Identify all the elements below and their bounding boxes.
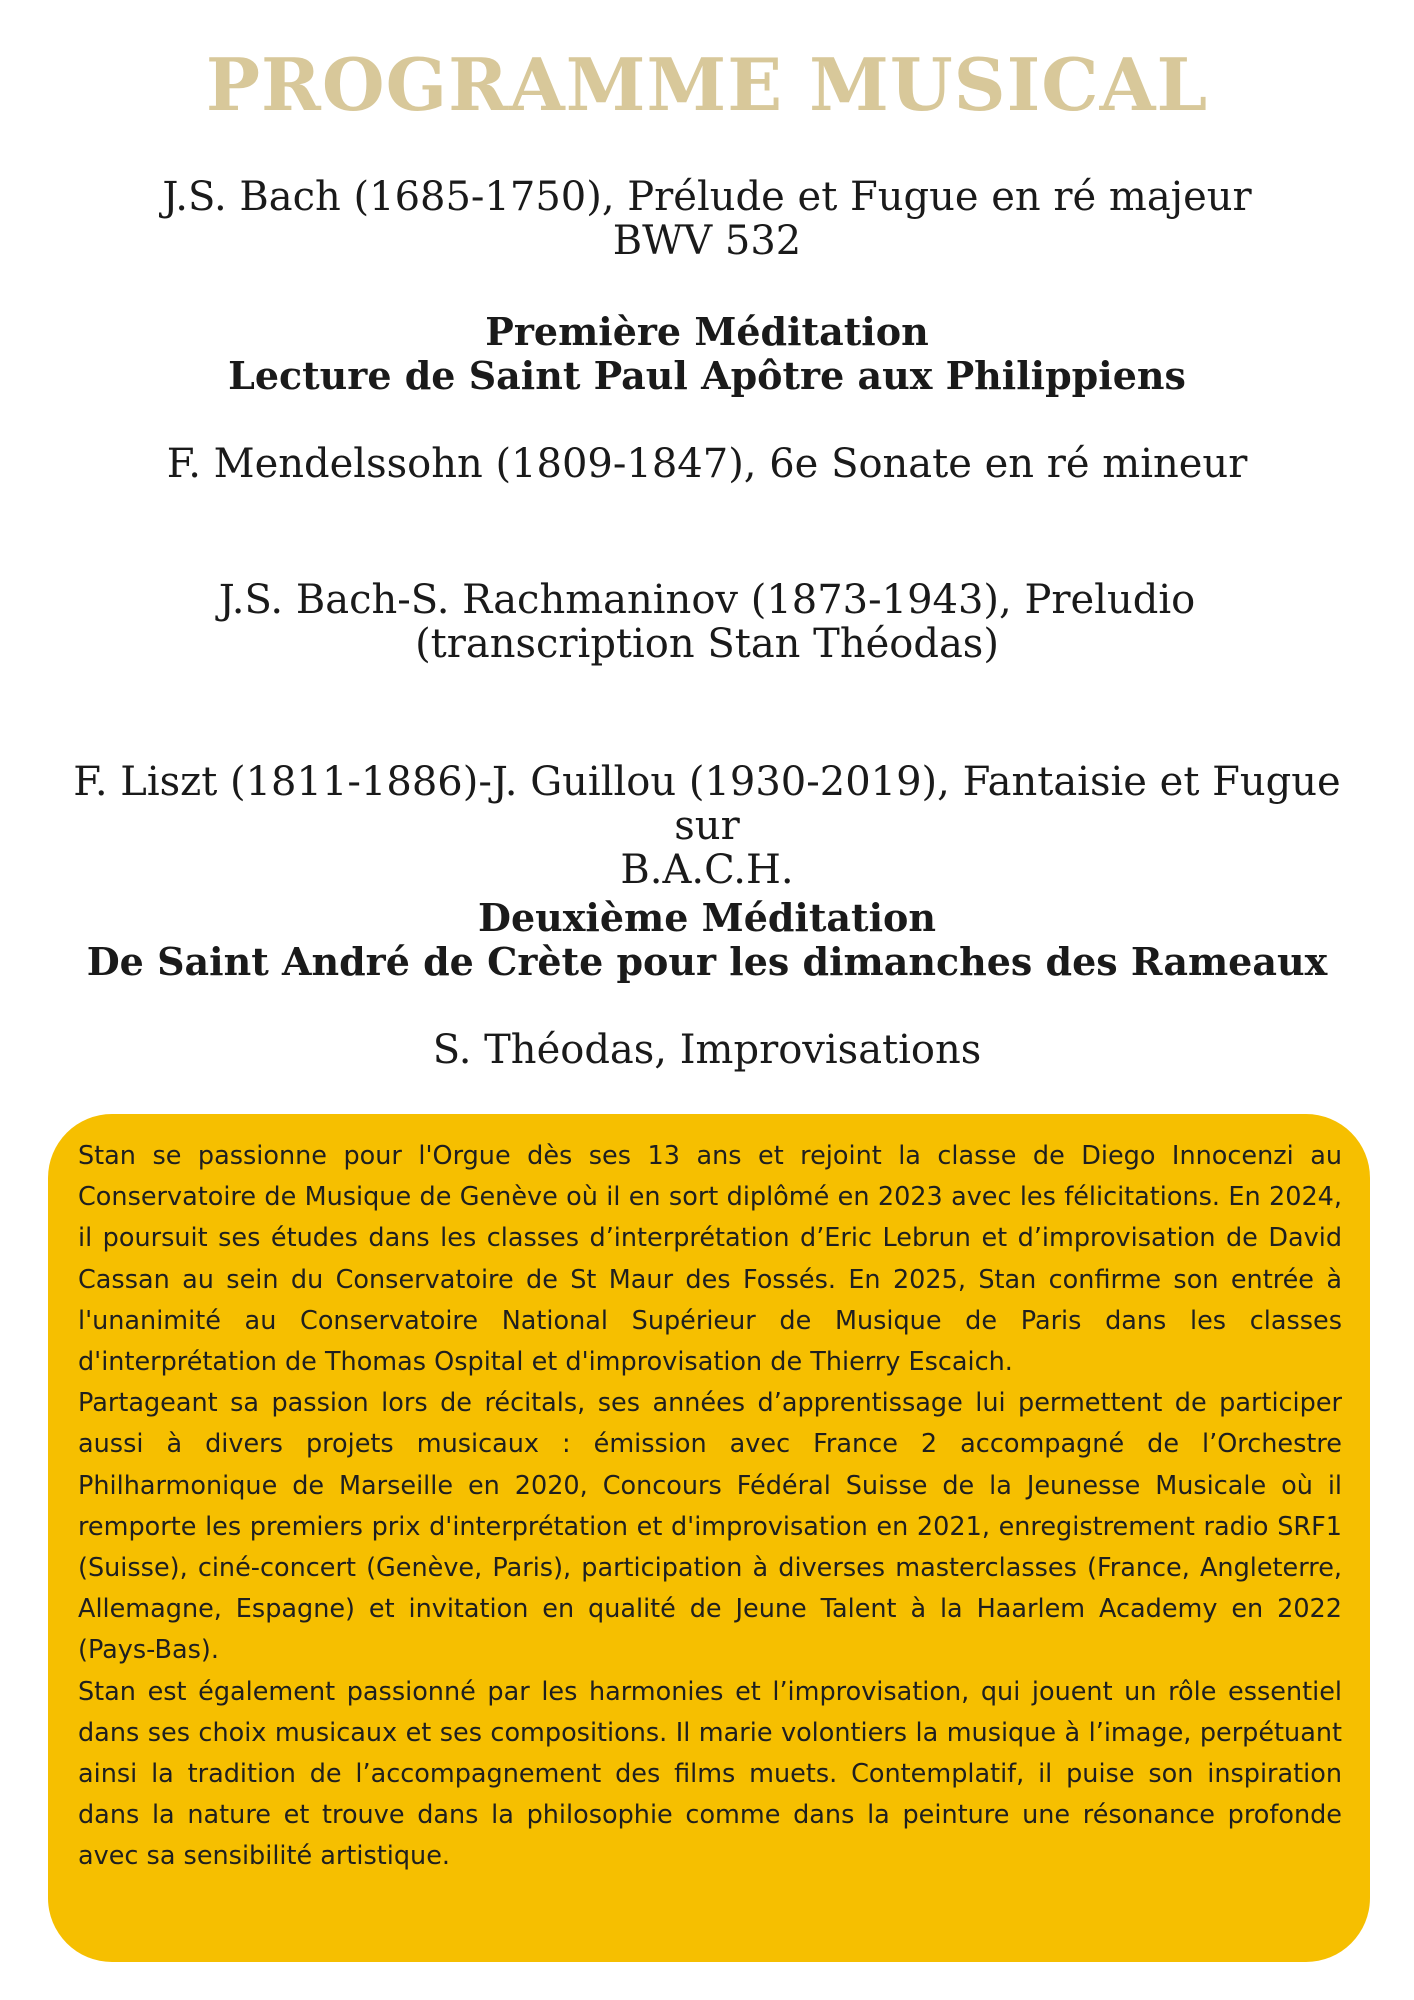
meditation-title: Première Méditation (485, 309, 929, 354)
program-item-line: BWV 532 (612, 218, 802, 264)
biography-paragraph: Partageant sa passion lors de récitals, ses années d’apprentissage lui permettent de participer aussi à divers projets musicaux : émission avec France 2 accompagné de l’Orchestre Philharmonique de Marseille en 2020, Concours Fédéral Suisse de la Jeunesse Musicale où il remporte les premiers prix d'interprétation et d'improvisation en 2021, enregistrement radio SRF1 (Suisse), ciné-concert (Genève, Paris), participation à diverses masterclasses (France, Angleterre, Allemagne, Espagne) et invitation en qualité de Jeune Talent à la Haarlem Academy en 2022 (Pays-Bas). (78, 1388, 1342, 1666)
program-item-line: J.S. Bach-S. Rachmaninov (1873-1943), Preludio (218, 577, 1196, 623)
program-item-bach-prelude (40, 175, 1374, 263)
meditation-first (40, 310, 1374, 398)
biography-box (48, 1114, 1370, 1962)
program-item-line: (transcription Stan Théodas) (415, 621, 999, 667)
program-item-line: F. Liszt (1811-1886)-J. Guillou (1930-2019), Fantaisie et Fugue sur (73, 759, 1341, 849)
meditation-subtitle: De Saint André de Crète pour les dimanches des Rameaux (86, 939, 1328, 984)
biography-paragraph: Stan se passionne pour l'Orgue dès ses 13 ans et rejoint la classe de Diego Innocenzi au Conservatoire de Musique de Genève où il en sort diplômé en 2023 avec les félicitations. En 2024, il poursuit ses études dans les classes d’interprétation d’Eric Lebrun et d’improvisation de David Cassan au sein du Conservatoire de St Maur des Fossés. En 2025, Stan confirme son entrée à l'unanimité au Conservatoire National Supérieur de Musique de Paris dans les classes d'interprétation de Thomas Ospital et d'improvisation de Thierry Escaich. (78, 1141, 1342, 1378)
program-item-improvisations (40, 1028, 1374, 1072)
program-item-mendelssohn (40, 442, 1374, 486)
biography-paragraph: Stan est également passionné par les harmonies et l’improvisation, qui jouent un rôle essentiel dans ses choix musicaux et ses compositions. Il marie volontiers la musique à l’image, perpétuant ainsi la tradition de l’accompagnement des films muets. Contemplatif, il puise son inspiration dans la nature et trouve dans la philosophie comme dans la peinture une résonance profonde avec sa sensibilité artistique. (78, 1676, 1342, 1872)
meditation-title: Deuxième Méditation (477, 895, 937, 940)
meditation-second (40, 896, 1374, 984)
program-item-line: B.A.C.H. (620, 847, 794, 893)
program-item-rachmaninov (40, 578, 1374, 666)
program-item-line: F. Mendelssohn (1809-1847), 6e Sonate en ré mineur (166, 441, 1248, 487)
program-item-line: S. Théodas, Improvisations (432, 1027, 982, 1073)
meditation-subtitle: Lecture de Saint Paul Apôtre aux Philippiens (228, 353, 1186, 398)
program-item-line: J.S. Bach (1685-1750), Prélude et Fugue en ré majeur (162, 174, 1252, 220)
program-item-liszt-guillou (40, 760, 1374, 892)
page-title: PROGRAMME MUSICAL (205, 42, 1209, 127)
